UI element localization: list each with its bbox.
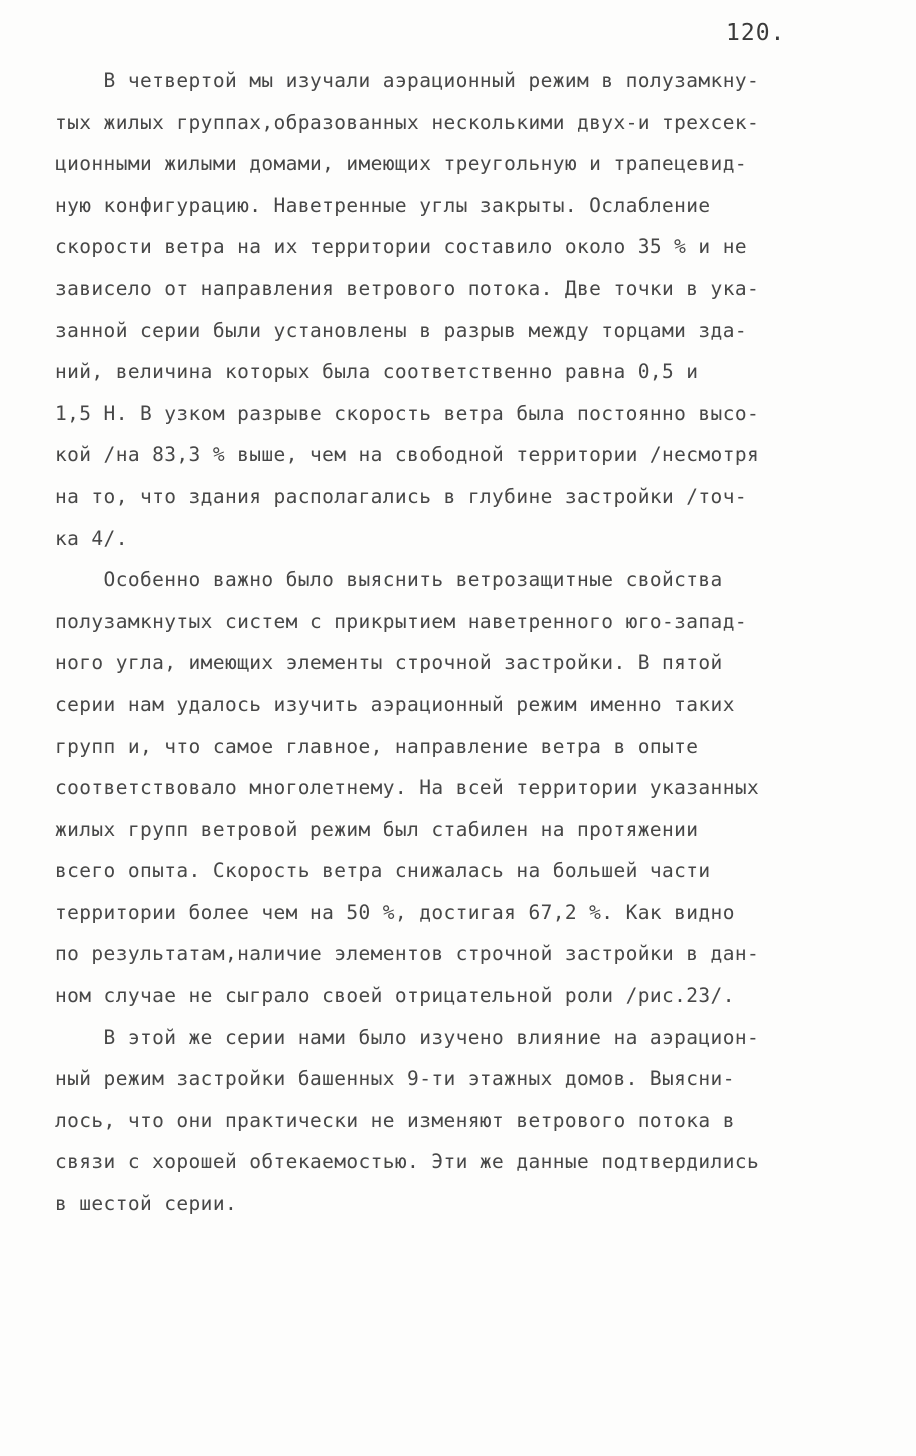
text-line: зависело от направления ветрового потока. Две точки в ука- [55,276,760,300]
text-line: ного угла, имеющих элементы строчной застройки. В пятой [55,651,723,675]
text-line: ном случае не сыграло своей отрицательной роли /рис.23/. [55,984,735,1008]
text-line: территории более чем на 50 %, достигая 67,2 %. Как видно [55,900,735,924]
body-text [55,60,895,1225]
text-line: по результатам,наличие элементов строчной застройки в дан- [55,942,760,966]
text-line: ный режим застройки башенных 9-ти этажных домов. Выясни- [55,1067,735,1091]
text-line: 1,5 Н. В узком разрыве скорость ветра была постоянно высо- [55,401,760,425]
text-line: скорости ветра на их территории составило около 35 % и не [55,235,747,259]
text-line: групп и, что самое главное, направление ветра в опыте [55,734,699,758]
text-line: связи с хорошей обтекаемостью. Эти же данные подтвердились [55,1150,760,1174]
text-line: ний, величина которых была соответственно равна 0,5 и [55,360,699,384]
text-line: соответствовало многолетнему. На всей территории указанных [55,776,760,800]
text-line: ную конфигурацию. Наветренные углы закрыты. Ослабление [55,193,711,217]
text-line: всего опыта. Скорость ветра снижалась на большей части [55,859,711,883]
text-line: серии нам удалось изучить аэрационный режим именно таких [55,692,735,716]
text-line: ционными жилыми домами, имеющих треугольную и трапецевид- [55,152,747,176]
text-line: полузамкнутых систем с прикрытием наветренного юго-запад- [55,609,747,633]
text-line: кой /на 83,3 % выше, чем на свободной территории /несмотря [55,443,760,467]
text-line: занной серии были установлены в разрыв между торцами зда- [55,318,747,342]
text-line: В четвертой мы изучали аэрационный режим в полузамкну- [55,69,760,92]
text-line: тых жилых группах,образованных несколькими двух-и трехсек- [55,110,760,134]
text-line: в шестой серии. [55,1192,238,1216]
text-line: Особенно важно было выяснить ветрозащитные свойства [55,568,723,592]
page-number: 120. [726,20,786,46]
text-line: ка 4/. [55,526,128,550]
text-line: на то, что здания располагались в глубине застройки /точ- [55,484,747,508]
text-line: В этой же серии нами было изучено влияние на аэрацион- [55,1025,760,1049]
text-line: лось, что они практически не изменяют ветрового потока в [55,1108,735,1132]
text-line: жилых групп ветровой режим был стабилен на протяжении [55,817,699,841]
